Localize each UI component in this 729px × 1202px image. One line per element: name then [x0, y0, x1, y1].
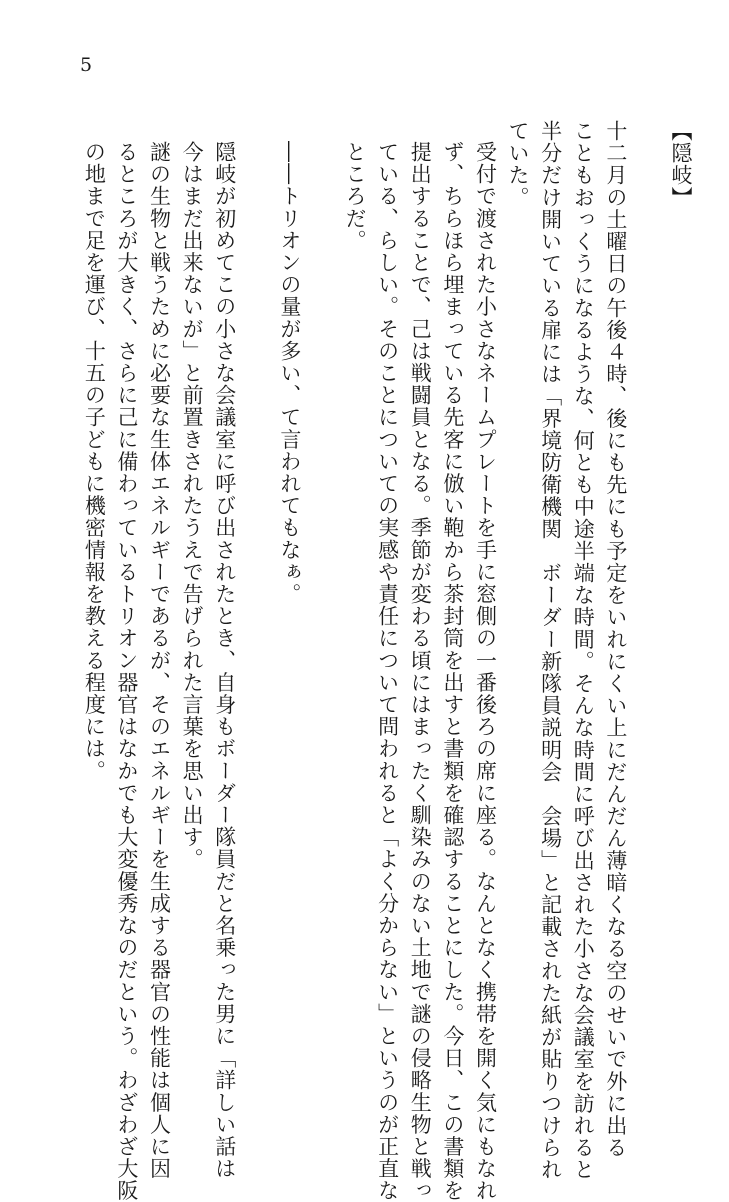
paragraph-5: 謎の生物と戦うために必要な生体エネルギーであるが、そのエネルギーを生成する器官の性能は個人に因 るところが大きく、さらに己に備わっているトリオン器官はなかでも大変優秀なのだという。わざわざ大阪 の地まで足を運び、十五の子どもに機密情報を教える程度には。 — [82, 141, 172, 1202]
paragraph-3: ――トリオンの量が多い、て言われてもなぁ。 — [277, 141, 302, 606]
paragraph-2: 受付で渡された小さなネームプレートを手に窓側の一番後ろの席に座る。なんとなく携帯を開く気にもなれ ず、ちらほら埋まっている先客に倣い鞄から茶封筒を出すと書類を確認することにした。今日、この書類を 提出することで、己は戦闘員となる。季節が変わる頃にはまったく馴染みのない土地で謎の侵略生物と戦っ ている、らしい。そのことについての実感や責任について問われると「よく分からない」というのが正直な ところだ。 — [343, 141, 498, 1202]
vertical-body-text — [78, 120, 697, 1202]
chapter-heading: 【隠岐】 — [669, 120, 693, 209]
paragraph-1: 十二月の土曜日の午後４時、後にも先にも予定をいれにくい上にだんだん薄暗くなる空のせいで外に出る こともおっくうになるような、何とも中途半端な時間。そんな時間に呼び出された小さな会議室を訪れると 半分だけ開いている扉には「界境防衛機関 ボーダー新隊員説明会 会場」と記載された紙が貼りつけられ ていた。 — [506, 120, 628, 1181]
page-number: 5 — [80, 54, 93, 76]
paragraph-4: 隠岐が初めてこの小さな会議室に呼び出されたとき、自身もボーダー隊員だと名乗った男に「詳しい話は 今はまだ出来ないが」と前置きされたうえで告げられた言葉を思い出す。 — [180, 141, 237, 1180]
